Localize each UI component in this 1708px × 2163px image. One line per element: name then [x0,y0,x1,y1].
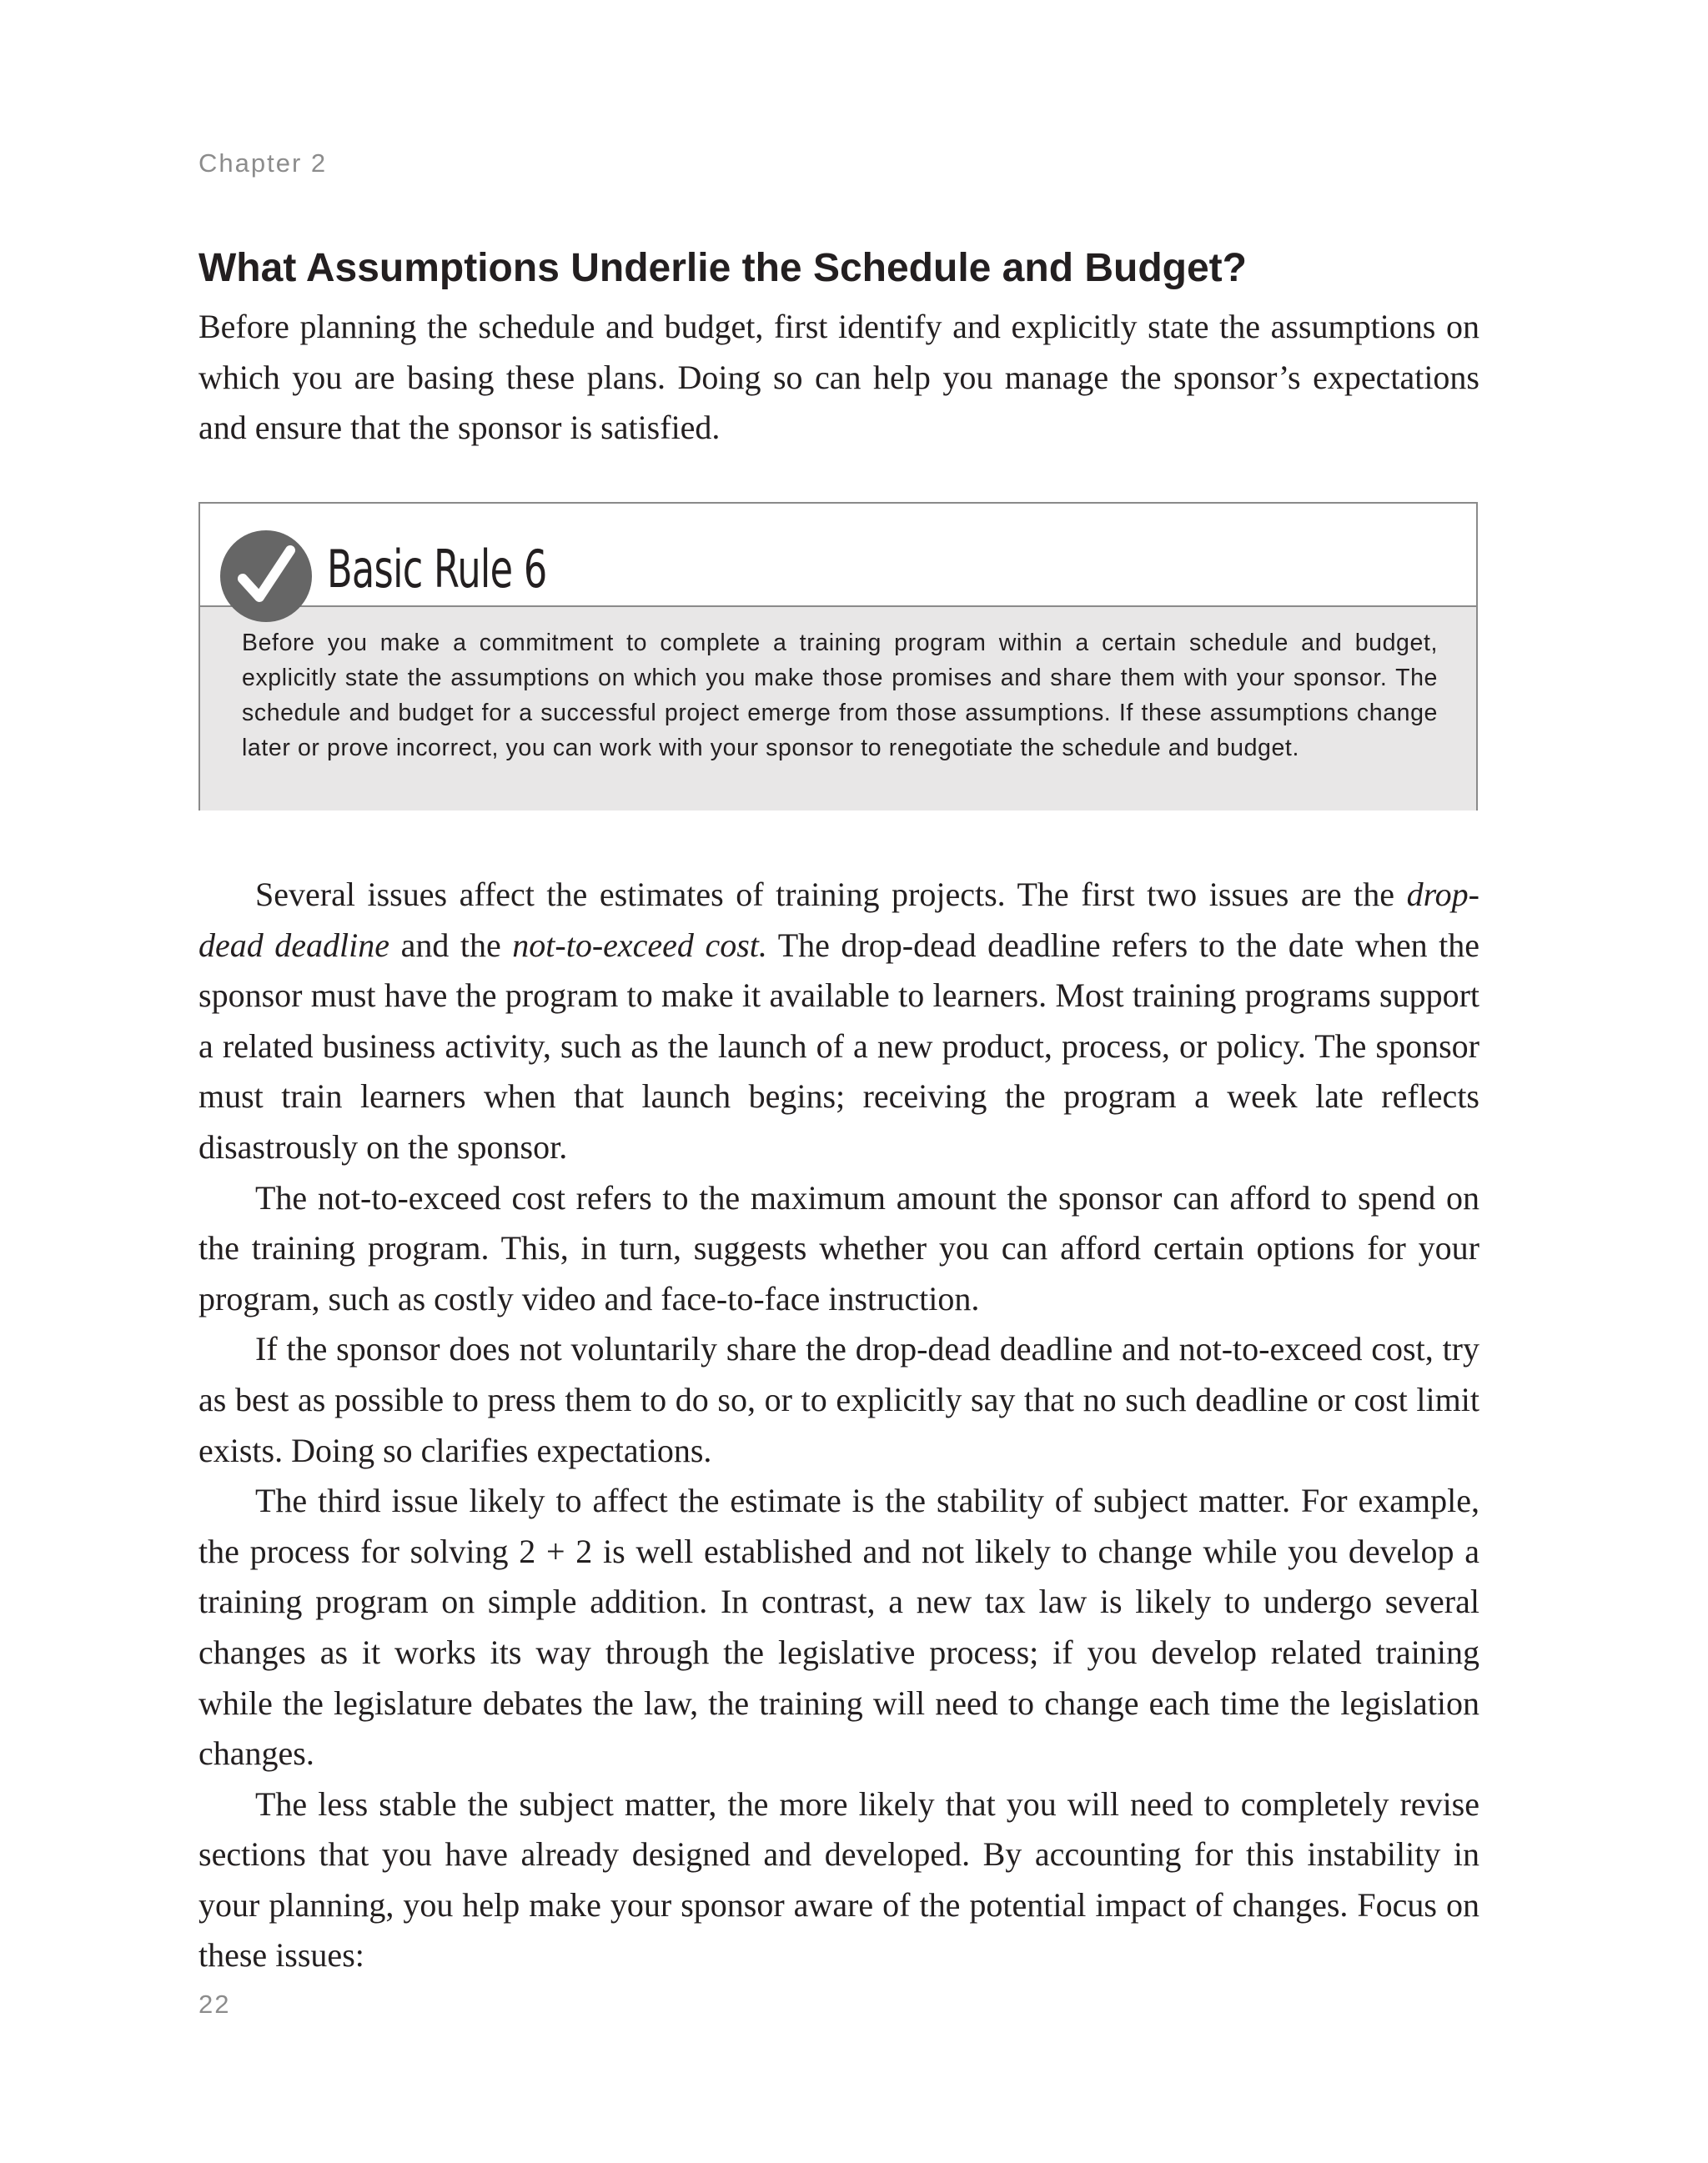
intro-paragraph: Before planning the schedule and budget, first identify and explicitly state the assumptions on which you are basing these plans. Doing so can help you manage the sponsor’s expectations and ensure that the sponsor is satisfied. [198,308,1479,446]
paragraph-less-stable: The less stable the subject matter, the more likely that you will need to completely revise sections that you have already designed and developed. By accounting for this instability in your planning, you help make your sponsor aware of the potential impact of changes. Focus on these issues: [198,1784,1479,1975]
paragraph-text: The drop-dead deadline refers to the date when the sponsor must have the program to make it available to learners. Most training programs support a related business activity, such as the launch of a new product, process, or policy. The sponsor must train learners when that launch begins; receiving the program a week late reflects disastrously on the sponsor. [198,926,1479,1166]
paragraph-not-to-exceed: The not-to-exceed cost refers to the maximum amount the sponsor can afford to spend on the training program. This, in turn, suggests whether you can afford certain options for your program, such as costly video and face-to-face instruction. [198,1178,1479,1317]
paragraph-stability: The third issue likely to affect the estimate is the stability of subject matter. For example, the process for solving 2 + 2 is well established and not likely to change while you develop a training program on simple addition. In contrast, a new tax law is likely to undergo several changes as it works its way through the legislative process; if you develop related training while the legislature debates the law, the training will need to change each time the legislation changes. [198,1482,1479,1773]
basic-rule-body [200,607,1476,810]
page-number: 22 [198,1990,231,2019]
paragraph-voluntary-share: If the sponsor does not voluntarily share the drop-dead deadline and not-to-exceed cost, try as best as possible to press them to do so, or to explicitly say that no such deadline or cost limit exists. Doing so clarifies expectations. [198,1330,1479,1469]
body-text [198,870,1479,1981]
term-drop-dead-deadline: drop-dead deadline [198,876,1479,964]
basic-rule-box [198,502,1478,810]
chapter-label: Chapter 2 [198,148,328,178]
basic-rule-header [200,504,1476,607]
term-not-to-exceed-cost: not-to-exceed cost. [512,926,767,964]
basic-rule-title: Basic Rule 6 [327,539,547,600]
paragraph-deadline-cost [198,870,1479,1173]
checkmark-icon [220,530,312,622]
paragraph-text: Several issues affect the estimates of training projects. The first two issues are the [255,876,1407,913]
section-heading: What Assumptions Underlie the Schedule and Budget? [198,246,1247,290]
paragraph-text: and the [389,926,513,964]
basic-rule-text: Before you make a commitment to complete a training program within a certain schedule and budget, explicitly state the assumptions on which you make those promises and share them with your sponsor. The schedule and budget for a successful project emerge from those assumptions. If these assumptions change later or prove incorrect, you can work with your sponsor to renegotiate the schedule and budget. [242,630,1438,761]
